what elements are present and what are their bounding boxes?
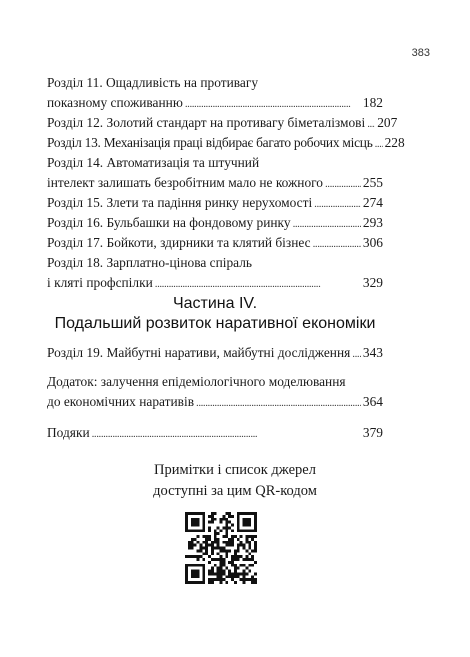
qr-module bbox=[217, 570, 220, 573]
qr-module bbox=[191, 538, 194, 541]
qr-module bbox=[231, 555, 234, 558]
qr-module bbox=[188, 541, 191, 544]
chapter-14-title: Розділ 14. Автоматизація та штучний bbox=[47, 155, 260, 170]
qr-module bbox=[245, 572, 248, 575]
qr-module bbox=[231, 564, 234, 567]
qr-module bbox=[228, 526, 231, 529]
qr-module bbox=[217, 552, 220, 555]
qr-module bbox=[225, 575, 228, 578]
qr-module bbox=[231, 578, 234, 581]
qr-module bbox=[211, 570, 214, 573]
qr-module bbox=[245, 578, 248, 581]
qr-module bbox=[228, 515, 231, 518]
chapter-12-page: 207 bbox=[377, 115, 398, 130]
part-4-subtitle: Подальший розвиток наративної економіки bbox=[54, 315, 376, 332]
leader-dots bbox=[314, 193, 361, 214]
qr-module bbox=[214, 532, 217, 535]
appendix-page: 364 bbox=[362, 394, 383, 409]
qr-module bbox=[243, 558, 246, 561]
qr-module bbox=[234, 564, 237, 567]
qr-module bbox=[191, 544, 194, 547]
qr-module bbox=[194, 555, 197, 558]
qr-module bbox=[237, 558, 240, 561]
qr-module bbox=[205, 547, 208, 550]
qr-module bbox=[251, 558, 254, 561]
qr-module bbox=[205, 549, 208, 552]
qr-module bbox=[234, 570, 237, 573]
qr-module bbox=[222, 578, 225, 581]
qr-module bbox=[211, 547, 214, 550]
qr-module bbox=[231, 515, 234, 518]
page-number: 383 bbox=[411, 47, 430, 59]
appendix-title: Додаток: залучення епідеміологічного моделювання bbox=[47, 374, 346, 389]
chapter-18-page: 329 bbox=[362, 275, 383, 290]
chapter-17-title: Розділ 17. Бойкоти, здирники та клятий бізнес bbox=[47, 235, 311, 250]
qr-module bbox=[254, 535, 257, 538]
qr-module bbox=[208, 581, 211, 584]
qr-module bbox=[205, 541, 208, 544]
qr-module bbox=[208, 572, 211, 575]
qr-module bbox=[222, 547, 225, 550]
qr-module bbox=[254, 572, 257, 575]
qr-module bbox=[225, 529, 228, 532]
qr-module bbox=[245, 535, 248, 538]
qr-module bbox=[245, 541, 248, 544]
qr-module bbox=[222, 558, 225, 561]
chapter-11-entry bbox=[47, 93, 383, 113]
qr-module bbox=[254, 561, 257, 564]
qr-module bbox=[234, 552, 237, 555]
qr-module bbox=[220, 581, 223, 584]
qr-module bbox=[208, 578, 211, 581]
qr-module bbox=[228, 572, 231, 575]
qr-module bbox=[211, 521, 214, 524]
chapter-12-title: Розділ 12. Золотий стандарт на противагу біметалізмові bbox=[47, 115, 366, 130]
qr-notes bbox=[47, 460, 423, 502]
qr-module bbox=[197, 541, 200, 544]
leader-dots bbox=[155, 273, 361, 294]
qr-module bbox=[225, 532, 228, 535]
qr-module bbox=[220, 518, 223, 521]
qr-module bbox=[228, 521, 231, 524]
qr-module bbox=[222, 518, 225, 521]
qr-module bbox=[231, 524, 234, 527]
qr-module bbox=[220, 558, 223, 561]
qr-module bbox=[205, 535, 208, 538]
qr-module bbox=[220, 555, 223, 558]
chapter-14-entry bbox=[47, 173, 383, 193]
qr-module bbox=[214, 529, 217, 532]
qr-module bbox=[211, 549, 214, 552]
qr-module bbox=[240, 541, 243, 544]
chapter-15-page: 274 bbox=[362, 195, 383, 210]
qr-module bbox=[251, 581, 254, 584]
qr-module bbox=[217, 578, 220, 581]
qr-module bbox=[205, 538, 208, 541]
qr-notes-line-2: доступні за цим QR-кодом bbox=[153, 483, 317, 499]
qr-module bbox=[254, 578, 257, 581]
qr-module bbox=[214, 564, 217, 567]
qr-module bbox=[214, 518, 217, 521]
qr-module bbox=[240, 564, 243, 567]
qr-module bbox=[228, 575, 231, 578]
qr-module bbox=[225, 581, 228, 584]
chapter-15-title: Розділ 15. Злети та падіння ринку нерухомості bbox=[47, 195, 313, 210]
qr-module bbox=[225, 549, 228, 552]
qr-module bbox=[254, 547, 257, 550]
qr-module bbox=[231, 572, 234, 575]
qr-module bbox=[243, 578, 246, 581]
qr-module bbox=[197, 535, 200, 538]
qr-module bbox=[251, 555, 254, 558]
qr-module bbox=[211, 544, 214, 547]
acknowledgments-entry bbox=[47, 423, 383, 443]
qr-module bbox=[208, 570, 211, 573]
qr-module bbox=[208, 544, 211, 547]
qr-module bbox=[211, 541, 214, 544]
qr-module bbox=[245, 538, 248, 541]
appendix-title-cont: до економічних наративів bbox=[47, 394, 195, 409]
qr-module bbox=[248, 564, 251, 567]
qr-module bbox=[237, 549, 240, 552]
qr-module bbox=[243, 544, 246, 547]
qr-module bbox=[251, 535, 254, 538]
chapter-17-page: 306 bbox=[362, 235, 383, 250]
qr-module bbox=[225, 535, 228, 538]
qr-module bbox=[194, 544, 197, 547]
qr-module bbox=[231, 535, 234, 538]
qr-module bbox=[211, 518, 214, 521]
qr-module bbox=[211, 558, 214, 561]
part-4-title: Частина IV. bbox=[172, 295, 258, 312]
chapter-14-page: 255 bbox=[362, 175, 383, 190]
qr-module bbox=[208, 535, 211, 538]
chapter-13-title: Розділ 13. Механізація праці відбирає багато робочих місць bbox=[47, 135, 373, 150]
qr-module bbox=[222, 549, 225, 552]
qr-module bbox=[245, 555, 248, 558]
qr-module bbox=[208, 529, 211, 532]
qr-module bbox=[243, 572, 246, 575]
qr-module bbox=[234, 575, 237, 578]
qr-module bbox=[237, 547, 240, 550]
qr-module bbox=[225, 524, 228, 527]
qr-module bbox=[243, 575, 246, 578]
qr-module bbox=[214, 572, 217, 575]
qr-module bbox=[251, 578, 254, 581]
qr-module bbox=[188, 555, 191, 558]
qr-module bbox=[225, 521, 228, 524]
qr-module bbox=[185, 555, 188, 558]
chapter-13-entry bbox=[47, 133, 405, 153]
qr-module bbox=[208, 515, 211, 518]
chapter-11-page: 182 bbox=[362, 95, 383, 110]
qr-module bbox=[220, 575, 223, 578]
chapter-15-entry bbox=[47, 193, 383, 213]
qr-module bbox=[254, 541, 257, 544]
qr-module bbox=[222, 564, 225, 567]
chapter-18-entry bbox=[47, 273, 383, 293]
qr-module bbox=[217, 526, 220, 529]
qr-module bbox=[220, 572, 223, 575]
qr-module bbox=[222, 535, 225, 538]
qr-module bbox=[228, 570, 231, 573]
qr-module bbox=[225, 518, 228, 521]
qr-module bbox=[220, 564, 223, 567]
qr-module bbox=[231, 541, 234, 544]
qr-module bbox=[228, 561, 231, 564]
qr-module bbox=[214, 541, 217, 544]
qr-module bbox=[237, 572, 240, 575]
qr-module bbox=[217, 575, 220, 578]
leader-dots bbox=[325, 173, 361, 194]
qr-module bbox=[202, 541, 205, 544]
chapter-17-entry bbox=[47, 233, 383, 253]
chapter-18-title-cont: і кляті профспілки bbox=[47, 275, 153, 290]
qr-module bbox=[214, 578, 217, 581]
qr-module bbox=[251, 549, 254, 552]
leader-dots bbox=[293, 213, 361, 234]
qr-module bbox=[211, 581, 214, 584]
chapter-19-page: 343 bbox=[362, 345, 383, 360]
qr-module bbox=[220, 578, 223, 581]
qr-module bbox=[194, 538, 197, 541]
qr-module bbox=[197, 558, 200, 561]
qr-module bbox=[234, 555, 237, 558]
qr-module bbox=[245, 558, 248, 561]
qr-module bbox=[222, 570, 225, 573]
leader-dots bbox=[92, 423, 361, 444]
qr-module bbox=[220, 561, 223, 564]
qr-module bbox=[220, 567, 223, 570]
qr-module bbox=[228, 549, 231, 552]
qr-module bbox=[254, 544, 257, 547]
qr-module bbox=[243, 581, 246, 584]
qr-module bbox=[188, 547, 191, 550]
qr-module bbox=[217, 541, 220, 544]
qr-module bbox=[237, 567, 240, 570]
qr-module bbox=[211, 552, 214, 555]
qr-module bbox=[228, 512, 231, 515]
qr-module bbox=[208, 521, 211, 524]
leader-dots bbox=[352, 343, 361, 364]
qr-module bbox=[205, 552, 208, 555]
qr-module bbox=[199, 555, 202, 558]
qr-module bbox=[234, 558, 237, 561]
chapter-14-title-cont: інтелект залишать безробітним мало не кожного bbox=[47, 175, 323, 190]
qr-module bbox=[214, 512, 217, 515]
qr-module bbox=[231, 544, 234, 547]
leader-dots bbox=[185, 93, 361, 114]
qr-module bbox=[188, 544, 191, 547]
qr-module bbox=[205, 544, 208, 547]
chapter-16-entry bbox=[47, 213, 383, 233]
leader-dots bbox=[367, 113, 375, 134]
qr-module bbox=[231, 575, 234, 578]
qr-module bbox=[191, 541, 194, 544]
qr-module bbox=[214, 538, 217, 541]
qr-module bbox=[217, 547, 220, 550]
qr-module bbox=[245, 567, 248, 570]
qr-module bbox=[237, 538, 240, 541]
qr-module bbox=[222, 541, 225, 544]
qr-module bbox=[248, 544, 251, 547]
qr-module bbox=[243, 547, 246, 550]
qr-module bbox=[251, 575, 254, 578]
qr-module bbox=[237, 575, 240, 578]
chapter-16-page: 293 bbox=[362, 215, 383, 230]
qr-module bbox=[245, 549, 248, 552]
qr-module bbox=[234, 549, 237, 552]
qr-module bbox=[228, 544, 231, 547]
qr-module bbox=[237, 555, 240, 558]
qr-module bbox=[248, 570, 251, 573]
qr-module bbox=[222, 515, 225, 518]
qr-module bbox=[208, 555, 211, 558]
qr-module bbox=[211, 572, 214, 575]
leader-dots bbox=[375, 133, 383, 154]
qr-module bbox=[248, 535, 251, 538]
qr-module bbox=[217, 538, 220, 541]
qr-module bbox=[220, 547, 223, 550]
qr-module bbox=[240, 578, 243, 581]
qr-module bbox=[231, 538, 234, 541]
chapter-16-title: Розділ 16. Бульбашки на фондовому ринку bbox=[47, 215, 291, 230]
qr-module bbox=[211, 578, 214, 581]
qr-module bbox=[251, 538, 254, 541]
qr-module bbox=[240, 544, 243, 547]
qr-module bbox=[214, 558, 217, 561]
acknowledgments-title: Подяки bbox=[47, 425, 90, 440]
qr-module bbox=[202, 535, 205, 538]
qr-module bbox=[243, 564, 246, 567]
leader-dots bbox=[313, 233, 361, 254]
qr-module bbox=[225, 541, 228, 544]
qr-module bbox=[217, 532, 220, 535]
qr-module bbox=[254, 549, 257, 552]
qr-module bbox=[225, 512, 228, 515]
qr-module bbox=[208, 538, 211, 541]
qr-module bbox=[225, 526, 228, 529]
qr-module bbox=[237, 544, 240, 547]
qr-module bbox=[217, 558, 220, 561]
qr-module bbox=[234, 581, 237, 584]
qr-module bbox=[234, 572, 237, 575]
qr-module bbox=[211, 515, 214, 518]
chapter-12-entry bbox=[47, 113, 398, 133]
qr-module bbox=[240, 555, 243, 558]
qr-module bbox=[234, 567, 237, 570]
qr-module bbox=[225, 544, 228, 547]
acknowledgments-page: 379 bbox=[362, 425, 383, 440]
qr-module bbox=[254, 581, 257, 584]
qr-module bbox=[202, 547, 205, 550]
qr-module bbox=[202, 552, 205, 555]
qr-module bbox=[248, 558, 251, 561]
qr-module bbox=[220, 521, 223, 524]
qr-module bbox=[248, 547, 251, 550]
chapter-19-entry bbox=[47, 343, 383, 363]
qr-module bbox=[191, 547, 194, 550]
qr-module bbox=[222, 572, 225, 575]
qr-module bbox=[222, 561, 225, 564]
qr-module bbox=[214, 535, 217, 538]
qr-module bbox=[199, 549, 202, 552]
qr-module bbox=[248, 578, 251, 581]
qr-module bbox=[231, 558, 234, 561]
qr-module bbox=[217, 544, 220, 547]
qr-module bbox=[228, 541, 231, 544]
qr-module bbox=[225, 567, 228, 570]
chapter-13-page: 228 bbox=[384, 135, 405, 150]
appendix-entry bbox=[47, 392, 383, 412]
qr-module bbox=[199, 544, 202, 547]
qr-module bbox=[211, 512, 214, 515]
qr-module bbox=[240, 572, 243, 575]
qr-module bbox=[199, 547, 202, 550]
qr-module bbox=[234, 535, 237, 538]
qr-module bbox=[220, 570, 223, 573]
qr-module bbox=[225, 552, 228, 555]
chapter-11-title: Розділ 11. Ощадливість на противагу bbox=[47, 75, 259, 90]
qr-module bbox=[197, 555, 200, 558]
qr-module bbox=[197, 549, 200, 552]
qr-module bbox=[251, 564, 254, 567]
qr-module bbox=[228, 538, 231, 541]
qr-module bbox=[248, 541, 251, 544]
qr-module bbox=[231, 529, 234, 532]
leader-dots bbox=[196, 392, 361, 413]
qr-notes-line-1: Примітки і список джерел bbox=[154, 462, 316, 478]
chapter-18-title: Розділ 18. Зарплатно-цінова спіраль bbox=[47, 255, 253, 270]
qr-module bbox=[220, 529, 223, 532]
qr-module bbox=[220, 549, 223, 552]
qr-module bbox=[248, 552, 251, 555]
qr-module bbox=[217, 572, 220, 575]
qr-module bbox=[208, 561, 211, 564]
qr-module bbox=[211, 567, 214, 570]
qr-module bbox=[202, 558, 205, 561]
qr-module bbox=[191, 555, 194, 558]
qr-module bbox=[231, 561, 234, 564]
qr-code-icon[interactable] bbox=[185, 512, 257, 584]
chapter-11-title-cont: показному споживанню bbox=[47, 95, 183, 110]
qr-module bbox=[225, 555, 228, 558]
chapter-19-title: Розділ 19. Майбутні наративи, майбутні дослідження bbox=[47, 345, 351, 360]
qr-module bbox=[208, 526, 211, 529]
qr-module bbox=[217, 567, 220, 570]
qr-module bbox=[222, 526, 225, 529]
qr-module bbox=[243, 570, 246, 573]
qr-module bbox=[240, 535, 243, 538]
qr-module bbox=[214, 547, 217, 550]
